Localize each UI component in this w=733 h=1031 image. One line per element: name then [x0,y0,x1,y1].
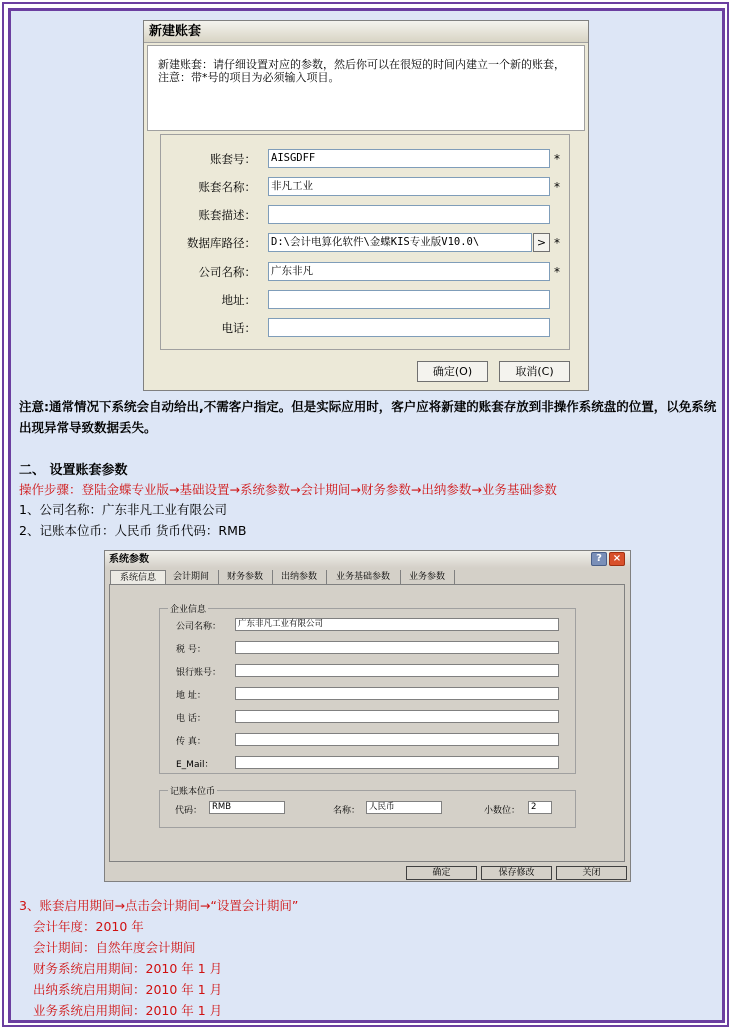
field-label: 电话： [221,321,256,335]
field-label: 账套名称： [198,180,256,194]
code-label: 代码： [175,806,203,816]
company-field-input[interactable] [235,687,559,700]
decimal-stepper[interactable]: 2 [528,801,552,814]
field-input[interactable] [268,205,550,224]
company-field-label: 银行账号： [176,668,222,678]
company-field-input[interactable] [235,664,559,677]
ok-button-2[interactable]: 确定 [406,866,477,880]
company-field-label: 地 址： [176,691,206,701]
code-input[interactable]: RMB [209,801,285,814]
field-input[interactable] [268,290,550,309]
period-line: 会计期间：自然年度会计期间 [33,940,196,955]
company-field-label: 公司名称： [176,622,222,632]
field-label: 账套号： [210,152,256,166]
section-heading: 二、 设置账套参数 [19,463,128,478]
field-input[interactable]: D:\会计电算化软件\金蝶KIS专业版V10.0\ [268,233,532,252]
field-input[interactable] [268,318,550,337]
company-field-input[interactable] [235,756,559,769]
tab-3[interactable]: 出纳参数 [272,570,327,584]
required-marker: * [554,265,560,279]
company-field-label: 传 真： [176,737,206,747]
field-input[interactable]: 非凡工业 [268,177,550,196]
company-info-group-label: 企业信息 [168,602,208,615]
field-input[interactable]: 广东非凡 [268,262,550,281]
tab-4[interactable]: 业务基础参数 [326,570,401,584]
close-icon[interactable]: × [609,552,625,566]
company-field-input[interactable] [235,710,559,723]
company-field-label: E_Mail： [176,760,214,770]
steps-text: 操作步骤：登陆金蝶专业版→基础设置→系统参数→会计期间→财务参数→出纳参数→业务基础参数 [19,482,557,497]
field-label: 地址： [221,293,256,307]
field-label: 公司名称： [198,265,256,279]
help-icon[interactable]: ? [591,552,607,566]
system-params-dialog [104,550,631,882]
cancel-button[interactable]: 取消(C) [499,361,570,382]
note-text: 注意:通常情况下系统会自动给出,不需客户指定。但是实际应用时，客户应将新建的账套存放到非操作系统盘的位置，以免系统出现异常导致数据丢失。 [19,399,717,435]
field-label: 数据库路径： [187,236,256,250]
company-field-label: 税 号： [176,645,206,655]
tab-1[interactable]: 会计期间 [164,570,219,584]
new-account-fields-group [160,134,570,350]
tab-5[interactable]: 业务参数 [400,570,455,584]
item-currency: 2、记账本位币：人民币 货币代码：RMB [19,523,247,538]
system-info-panel [109,584,625,862]
required-marker: * [554,236,560,250]
new-account-dialog [143,20,589,391]
decimal-label: 小数位： [484,806,521,816]
company-field-input[interactable] [235,733,559,746]
new-account-description: 新建账套：请仔细设置对应的参数，然后你可以在很短的时间内建立一个新的账套，注意：带*号的项目为必须输入项目。 [147,45,585,131]
period-line: 出纳系统启用期间：2010 年 1 月 [33,982,223,997]
ok-button[interactable]: 确定(O) [417,361,488,382]
name-input[interactable]: 人民币 [366,801,442,814]
required-marker: * [554,180,560,194]
field-input[interactable]: AISGDFF [268,149,550,168]
browse-button[interactable]: > [533,233,550,252]
field-label: 账套描述： [198,208,256,222]
company-field-input[interactable]: 广东非凡工业有限公司 [235,618,559,631]
period-line: 业务系统启用期间：2010 年 1 月 [33,1003,223,1018]
new-account-dialog-title: 新建账套 [144,21,588,43]
tab-0[interactable]: 系统信息 [110,570,166,585]
close-button[interactable]: 关闭 [556,866,627,880]
currency-group-label: 记账本位币 [168,784,217,797]
name-label: 名称： [333,806,361,816]
item-company-name: 1、公司名称：广东非凡工业有限公司 [19,502,227,517]
period-line: 财务系统启用期间：2010 年 1 月 [33,961,223,976]
system-params-title: 系统参数 [105,551,630,568]
tab-2[interactable]: 财务参数 [218,570,273,584]
item-period: 3、账套启用期间→点击会计期间→“设置会计期间” [19,898,299,913]
required-marker: * [554,152,560,166]
company-field-label: 电 话： [176,714,206,724]
period-line: 会计年度：2010 年 [33,919,144,934]
save-changes-button[interactable]: 保存修改 [481,866,552,880]
company-field-input[interactable] [235,641,559,654]
